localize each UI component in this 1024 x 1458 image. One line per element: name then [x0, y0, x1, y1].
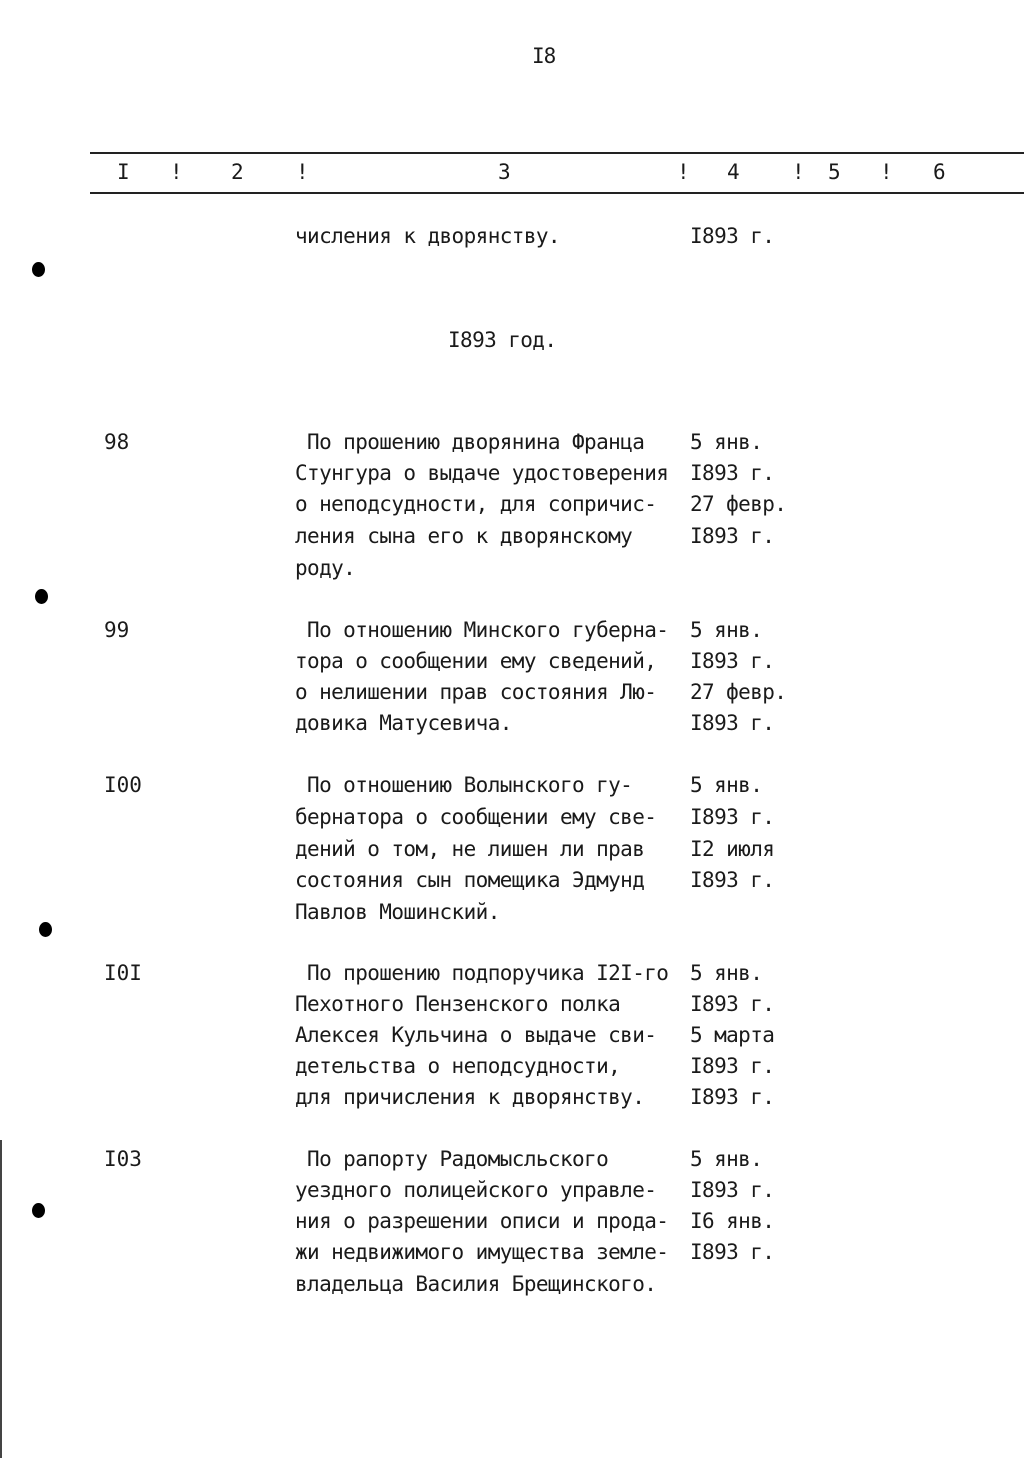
column-separator: ! [170, 160, 183, 184]
binding-hole-mark [35, 589, 48, 604]
entry-date: I893 г. [690, 1240, 775, 1264]
entry-date: 27 февр. [690, 680, 787, 704]
entry-description-line: По отношению Минского губерна- [295, 618, 669, 642]
entry-date: I893 г. [690, 711, 775, 735]
entry-description-line: По отношению Волынского гу- [295, 773, 633, 797]
column-separator: ! [880, 160, 893, 184]
entry-number: I03 [104, 1147, 142, 1171]
entry-date: I893 г. [690, 992, 775, 1016]
column-header-4: 4 [727, 160, 740, 184]
entry-description-line: По прошению подпоручика I2I-го [295, 961, 669, 985]
entry-description-line: дений о том, не лишен ли прав [295, 837, 645, 861]
entry-date: I893 г. [690, 1085, 775, 1109]
entry-date: 27 февр. [690, 492, 787, 516]
continuation-date: I893 г. [690, 224, 775, 248]
binding-hole-mark [32, 262, 45, 277]
entry-date: I893 г. [690, 868, 775, 892]
column-header-1: I [117, 160, 130, 184]
entry-date: 5 янв. [690, 773, 763, 797]
binding-hole-mark [32, 1203, 45, 1218]
entry-description-line: состояния сын помещика Эдмунд [295, 868, 645, 892]
entry-date: 5 янв. [690, 618, 763, 642]
entry-number: I0I [104, 961, 142, 985]
entry-date: 5 янв. [690, 1147, 763, 1171]
entry-description-line: тора о сообщении ему сведений, [295, 649, 657, 673]
entry-description-line: жи недвижимого имущества земле- [295, 1240, 669, 1264]
entry-description-line: детельства о неподсудности, [295, 1054, 621, 1078]
entry-description-line: ния о разрешении описи и прода- [295, 1209, 669, 1233]
entry-description-line: Алексея Кульчина о выдаче сви- [295, 1023, 657, 1047]
column-separator: ! [677, 160, 690, 184]
entry-date: I893 г. [690, 1178, 775, 1202]
page-number: I8 [532, 44, 556, 68]
entry-description-line: для причисления к дворянству. [295, 1085, 645, 1109]
column-separator: ! [296, 160, 309, 184]
header-rule-top [90, 152, 1024, 154]
column-header-5: 5 [828, 160, 841, 184]
section-heading: I893 год. [448, 328, 557, 352]
column-header-2: 2 [231, 160, 244, 184]
header-rule-bottom [90, 192, 1024, 194]
binding-hole-mark [39, 922, 52, 937]
entry-date: 5 янв. [690, 430, 763, 454]
entry-date: I893 г. [690, 649, 775, 673]
entry-date: I893 г. [690, 805, 775, 829]
entry-number: 99 [104, 618, 130, 642]
entry-description-line: о неподсудности, для сопричис- [295, 492, 657, 516]
column-header-3: 3 [498, 160, 511, 184]
scan-edge-shadow [0, 1140, 2, 1458]
entry-date: I893 г. [690, 1054, 775, 1078]
entry-description-line: уездного полицейского управле- [295, 1178, 657, 1202]
entry-date: 5 янв. [690, 961, 763, 985]
entry-number: I00 [104, 773, 142, 797]
entry-description-line: бернатора о сообщении ему све- [295, 805, 657, 829]
entry-description-line: ления сына его к дворянскому [295, 524, 633, 548]
entry-date: 5 марта [690, 1023, 775, 1047]
entry-description-line: владельца Василия Брещинского. [295, 1272, 657, 1296]
entry-date: I893 г. [690, 524, 775, 548]
entry-description-line: Стунгура о выдаче удостоверения [295, 461, 669, 485]
entry-number: 98 [104, 430, 130, 454]
entry-date: I893 г. [690, 461, 775, 485]
entry-description-line: По рапорту Радомысльского [295, 1147, 609, 1171]
entry-date: I2 июля [690, 837, 775, 861]
entry-description-line: о нелишении прав состояния Лю- [295, 680, 657, 704]
column-separator: ! [792, 160, 805, 184]
column-header-6: 6 [933, 160, 946, 184]
entry-description-line: По прошению дворянина Франца [295, 430, 645, 454]
entry-date: I6 янв. [690, 1209, 775, 1233]
continuation-text: числения к дворянству. [295, 224, 560, 248]
entry-description-line: довика Матусевича. [295, 711, 512, 735]
entry-description-line: роду. [295, 556, 356, 580]
entry-description-line: Павлов Мошинский. [295, 900, 500, 924]
entry-description-line: Пехотного Пензенского полка [295, 992, 621, 1016]
